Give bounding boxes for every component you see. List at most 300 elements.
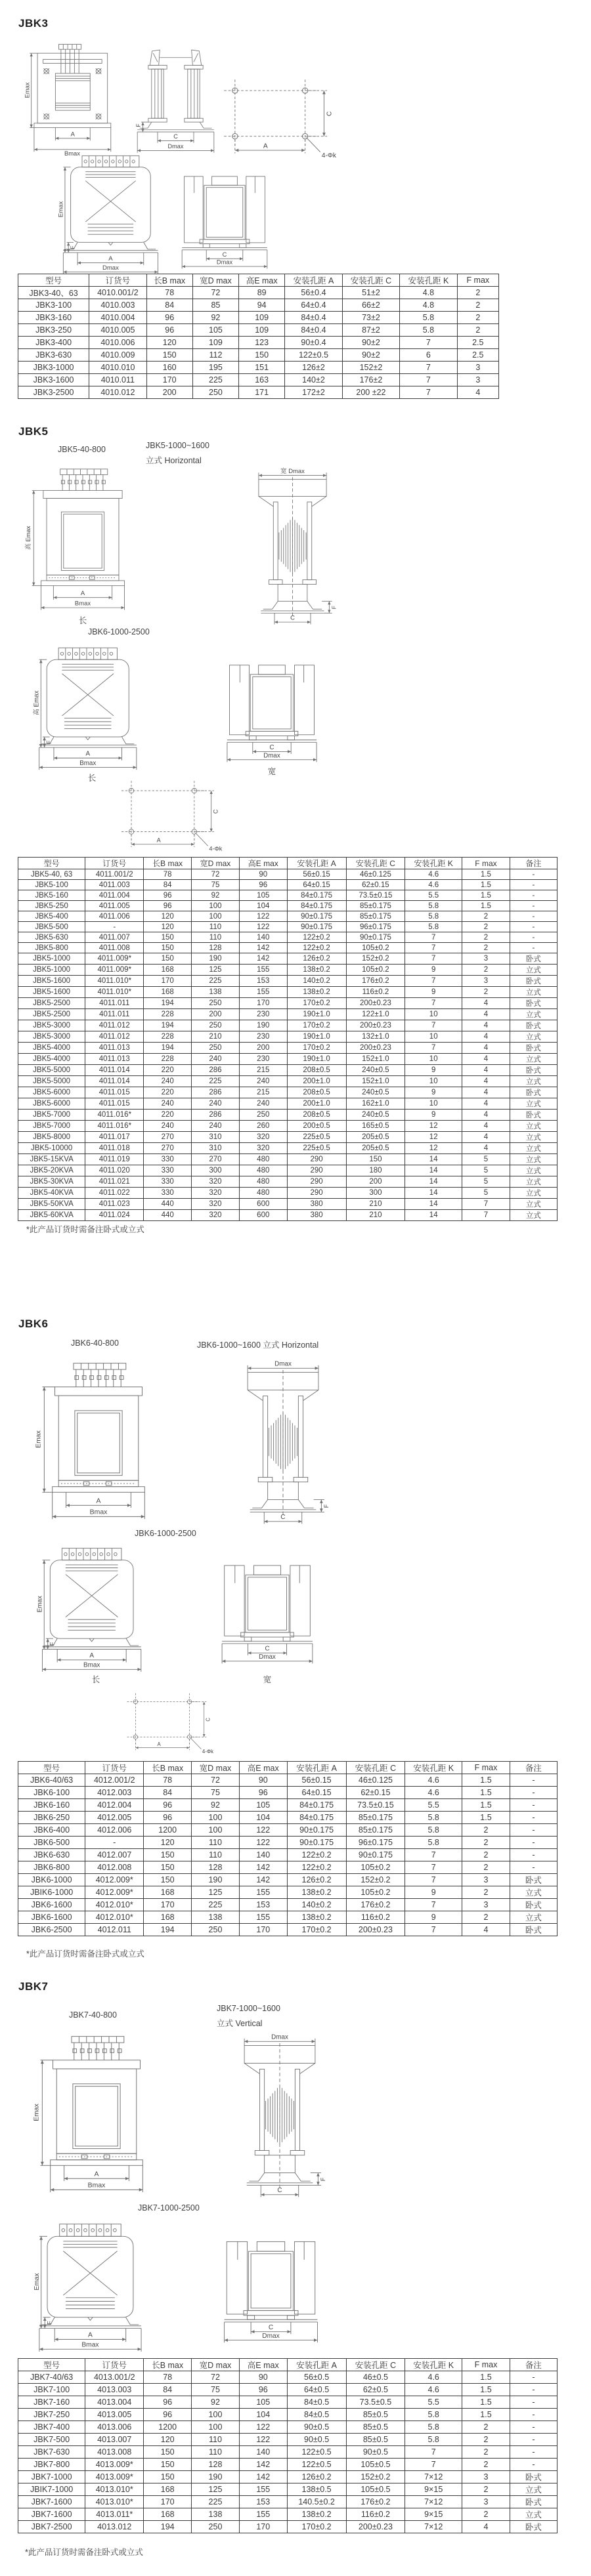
header-cell: 安装孔距 C	[342, 274, 399, 287]
table-cell: JBK5-1600	[18, 976, 85, 987]
table-cell: 480	[239, 1188, 287, 1199]
table-cell: 90±0.175	[287, 922, 346, 932]
table-cell: 4	[462, 1110, 510, 1121]
table-cell: -	[510, 1837, 557, 1849]
table-cell: 126±0.2	[287, 2471, 346, 2483]
table-row	[18, 965, 558, 976]
table-cell: 78	[146, 287, 192, 299]
table-cell: 4011.016*	[85, 1121, 144, 1132]
table-cell: 5.8	[405, 1824, 462, 1837]
table-cell: 78	[144, 2371, 192, 2384]
table-cell: 200	[346, 1176, 405, 1188]
table-cell: 480	[239, 1154, 287, 1165]
table-cell: 75	[192, 880, 240, 890]
dim-label-gao-emax: 高 Emax	[25, 526, 33, 550]
table-row	[18, 911, 558, 922]
table-cell: JBK5-15KVA	[18, 1154, 85, 1165]
table-cell: JBK7-1600	[18, 2508, 85, 2521]
table-cell: 170	[144, 2496, 192, 2508]
table-cell: 286	[192, 1065, 240, 1076]
table-cell: JBK7-2500	[18, 2521, 85, 2533]
table-cell: 4011.012	[85, 1031, 144, 1043]
table-cell: 330	[144, 1188, 192, 1199]
table-row	[18, 1031, 558, 1043]
table-cell: 56±0.4	[285, 287, 342, 299]
table-cell: 110	[192, 2446, 240, 2459]
table-cell: 卧式	[510, 2496, 557, 2508]
table-cell: 5.5	[405, 890, 462, 901]
table-cell: 210	[346, 1199, 405, 1210]
table-cell: 286	[192, 1087, 240, 1098]
table-cell: JBK5-30KVA	[18, 1176, 85, 1188]
table-row	[18, 1886, 558, 1899]
dim-label-c: C	[205, 1717, 211, 1722]
table-row	[18, 2459, 558, 2471]
jbk7-bobbin-figure	[227, 2031, 333, 2199]
table-cell: 230	[239, 1054, 287, 1065]
table-cell: 208±0.5	[287, 1110, 346, 1121]
table-cell: 4	[462, 1132, 510, 1143]
table-cell: 104	[239, 1812, 287, 1824]
header-cell: 安装孔距 K	[405, 858, 462, 869]
table-cell: 4011.019	[85, 1154, 144, 1165]
table-cell: 3	[462, 1899, 510, 1911]
dim-label-c: C	[290, 614, 295, 622]
table-cell: 194	[144, 1924, 192, 1936]
table-cell: 250	[192, 998, 240, 1009]
table-cell: 4	[462, 1054, 510, 1065]
header-cell: 安装孔距 A	[287, 2359, 346, 2371]
table-cell: JBK7-160	[18, 2396, 85, 2409]
table-cell: 12	[405, 1121, 462, 1132]
table-cell: 200±0.23	[346, 1020, 405, 1031]
table-cell: 7	[405, 1020, 462, 1031]
table-cell: 170	[144, 1899, 192, 1911]
dim-label-a: A	[89, 1652, 94, 1660]
table-cell: 4	[462, 1121, 510, 1132]
table-cell: 138±0.5	[287, 2483, 346, 2496]
table-cell: JBK5-5000	[18, 1076, 85, 1087]
table-row	[18, 2434, 558, 2446]
table-cell: JBK3-40、63	[18, 287, 89, 299]
table-cell: 72	[192, 2371, 240, 2384]
table-cell: 152±1.0	[346, 1076, 405, 1087]
table-cell: JBK3-400	[18, 337, 89, 349]
jbk3-mounting-holes-figure	[217, 72, 345, 161]
table-cell: 190	[192, 953, 240, 965]
table-cell: 92	[192, 1799, 240, 1812]
table-cell: 200±1.0	[287, 1098, 346, 1110]
table-cell: 立式	[510, 1076, 557, 1087]
table-cell: 320	[239, 1143, 287, 1154]
table-cell: 7	[405, 1924, 462, 1936]
table-cell: 152±0.2	[346, 953, 405, 965]
table-cell: -	[510, 2409, 557, 2421]
table-cell: 190	[239, 1020, 287, 1031]
table-cell: 2.5	[457, 349, 498, 362]
table-cell: 122	[239, 1837, 287, 1849]
table-cell: 3	[457, 362, 498, 374]
header-cell: 高E max	[239, 1762, 287, 1774]
table-cell: 225	[192, 374, 238, 386]
table-cell: 51±2	[342, 287, 399, 299]
table-cell: 160	[146, 362, 192, 374]
table-cell: JBK5-20KVA	[18, 1165, 85, 1176]
table-cell: 122	[239, 1824, 287, 1837]
table-cell: 4	[462, 1043, 510, 1054]
dim-label-bmax: Bmax	[81, 2341, 99, 2349]
table-cell: 96	[144, 2409, 192, 2421]
table-cell: 150	[146, 349, 192, 362]
table-cell: 90±0.5	[346, 2446, 405, 2459]
table-cell: JBK7-40/63	[18, 2371, 85, 2384]
table-cell: 168	[144, 965, 192, 976]
table-cell: 7	[400, 337, 457, 349]
table-cell: JBK5-5000	[18, 1065, 85, 1076]
table-row	[18, 2384, 558, 2396]
table-cell: 4	[462, 1076, 510, 1087]
dim-label-emax: Emax	[33, 2273, 41, 2291]
jbk5-bobbin-figure	[242, 466, 343, 627]
table-cell: 4013.004	[85, 2396, 144, 2409]
jbk3-side-view-figure	[135, 43, 217, 156]
table-row	[18, 2396, 558, 2409]
table-cell: 152±2	[342, 362, 399, 374]
table-cell: 5.8	[405, 2434, 462, 2446]
table-cell: 62±0.5	[346, 2384, 405, 2396]
section-title-jbk5: JBK5	[18, 425, 49, 438]
table-cell: 立式	[510, 1009, 557, 1020]
dim-label-c: C	[280, 1514, 286, 1522]
table-cell: 73.5±0.15	[346, 890, 405, 901]
table-cell: 4010.001/2	[89, 287, 146, 299]
table-cell: 270	[144, 1143, 192, 1154]
table-cell: JBK3-100	[18, 299, 89, 312]
table-cell: 84±0.175	[287, 1799, 346, 1812]
table-cell: 7×12	[405, 2471, 462, 2483]
table-row	[18, 1210, 558, 1221]
table-cell: 116±0.2	[346, 987, 405, 998]
table-cell: 4.8	[400, 287, 457, 299]
table-cell: 卧式	[510, 1110, 557, 1121]
table-cell: 190	[192, 1874, 240, 1886]
table-cell: 225±0.5	[287, 1132, 346, 1143]
header-cell: 高E max	[239, 858, 287, 869]
table-cell: JBK5-630	[18, 932, 85, 943]
table-row	[18, 2521, 558, 2533]
dim-label-c: C	[265, 1645, 270, 1653]
table-row	[18, 1188, 558, 1199]
table-row	[18, 1899, 558, 1911]
table-cell: 140	[239, 932, 287, 943]
table-cell: 7	[400, 362, 457, 374]
table-cell: JBK7-500	[18, 2434, 85, 2446]
table-cell: 96	[144, 2396, 192, 2409]
dim-label-c: C	[277, 2187, 282, 2195]
table-cell: 2	[457, 287, 498, 299]
table-cell: 330	[144, 1154, 192, 1165]
table-cell: 176±2	[342, 374, 399, 386]
table-cell: 7	[405, 953, 462, 965]
table-cell: 600	[239, 1210, 287, 1221]
table-cell: 4013.010*	[85, 2496, 144, 2508]
table-cell: JBK5-100	[18, 880, 85, 890]
table-cell: 380	[287, 1210, 346, 1221]
table-cell: 2.5	[457, 337, 498, 349]
table-row	[18, 1165, 558, 1176]
table-cell: -	[510, 890, 557, 901]
table-cell: 87±2	[342, 324, 399, 337]
header-cell: 订货号	[85, 2359, 144, 2371]
table-cell: 162±1.0	[346, 1098, 405, 1110]
table-cell: 153	[239, 2496, 287, 2508]
table-cell: 4011.011	[85, 1009, 144, 1020]
table-cell: 165±0.5	[346, 1121, 405, 1132]
table-cell: 4012.009*	[85, 1886, 144, 1899]
table-row	[18, 2508, 558, 2521]
table-cell: 4011.016*	[85, 1110, 144, 1121]
table-cell: 4010.005	[89, 324, 146, 337]
table-cell: 142	[239, 2459, 287, 2471]
table-cell: JBK6-1600	[18, 1899, 85, 1911]
dim-label-a: A	[157, 1741, 161, 1747]
table-cell: 225±0.5	[287, 1143, 346, 1154]
table-cell: JBK6-800	[18, 1861, 85, 1874]
table-cell: 4012.007	[85, 1849, 144, 1861]
table-cell: 170	[239, 998, 287, 1009]
table-cell: 240	[192, 1054, 240, 1065]
header-cell: 长B max	[146, 274, 192, 287]
table-cell: 5.8	[405, 1812, 462, 1824]
table-cell: -	[510, 922, 557, 932]
table-cell: 立式	[510, 1143, 557, 1154]
table-cell: 12	[405, 1132, 462, 1143]
table-cell: JBK3-2500	[18, 386, 89, 399]
table-cell: JBIK7-1000	[18, 2483, 85, 2496]
table-cell: 7	[400, 386, 457, 399]
table-cell: -	[510, 932, 557, 943]
table-cell: 110	[192, 1849, 240, 1861]
jbk5-tall-range-label-line2: 立式 Horizontal	[146, 456, 202, 465]
table-cell: 2	[462, 1837, 510, 1849]
jbk6-tall-range-label: JBK6-1000~1600 立式 Horizontal	[197, 1340, 319, 1350]
table-cell: 320	[239, 1132, 287, 1143]
dim-label-bmax: Bmax	[74, 600, 91, 608]
table-cell: 4011.008	[85, 943, 144, 953]
table-cell: 2	[462, 2421, 510, 2434]
jbk6-bobbin-figure	[230, 1358, 336, 1526]
table-row	[18, 1076, 558, 1087]
jbk5-tall-range-label-line1: JBK5-1000~1600	[146, 441, 209, 450]
table-cell: 89	[239, 287, 285, 299]
table-cell: 300	[346, 1188, 405, 1199]
table-cell: JBK6-400	[18, 1824, 85, 1837]
table-cell: 卧式	[510, 1043, 557, 1054]
table-cell: 96	[146, 324, 192, 337]
header-cell: 安装孔距 C	[346, 2359, 405, 2371]
table-cell: 96	[144, 901, 192, 911]
header-cell: 宽D max	[192, 1762, 240, 1774]
table-cell: 46±0.125	[346, 869, 405, 880]
table-cell: 105±0.5	[346, 2459, 405, 2471]
table-cell: 4011.001/2	[85, 869, 144, 880]
table-cell: 4013.009*	[85, 2459, 144, 2471]
header-cell: 安装孔距 A	[287, 1762, 346, 1774]
table-cell: 4	[462, 1143, 510, 1154]
table-cell: 卧式	[510, 1020, 557, 1031]
table-cell: 90±0.5	[287, 2434, 346, 2446]
table-cell: 85	[192, 299, 238, 312]
table-cell: 290	[287, 1188, 346, 1199]
table-cell: 200	[146, 386, 192, 399]
section-title-jbk6: JBK6	[18, 1318, 49, 1330]
table-row	[18, 890, 558, 901]
table-cell: 5.8	[405, 911, 462, 922]
table-cell: 6	[400, 349, 457, 362]
table-cell: 4013.007	[85, 2434, 144, 2446]
table-cell: 120	[144, 1837, 192, 1849]
jbk3-front-view-figure	[26, 42, 121, 157]
table-cell: 190±1.0	[287, 1031, 346, 1043]
header-cell: F max	[457, 274, 498, 287]
table-cell: 3	[457, 374, 498, 386]
table-cell: 10	[405, 1031, 462, 1043]
table-cell: 140	[239, 2446, 287, 2459]
table-row	[18, 1849, 558, 1861]
jbk5-spec-table	[18, 857, 558, 1221]
table-cell: 155	[239, 2508, 287, 2521]
table-cell: 卧式	[510, 953, 557, 965]
table-cell: 190±1.0	[287, 1054, 346, 1065]
table-cell: 100	[192, 2409, 240, 2421]
table-cell: 62±0.15	[346, 880, 405, 890]
table-cell: 立式	[510, 1199, 557, 1210]
table-cell: 310	[192, 1143, 240, 1154]
table-cell: 7	[462, 1210, 510, 1221]
table-cell: 200	[239, 1043, 287, 1054]
table-row	[18, 349, 499, 362]
table-cell: 72	[192, 1774, 240, 1787]
table-cell: 14	[405, 1199, 462, 1210]
table-row	[18, 362, 499, 374]
table-cell: 228	[144, 1009, 192, 1020]
table-cell: 85±0.175	[346, 1824, 405, 1837]
dim-label-a: A	[108, 255, 113, 263]
table-row	[18, 1824, 558, 1837]
table-cell: 4.6	[405, 2384, 462, 2396]
table-cell: 84	[146, 299, 192, 312]
table-cell: 9×15	[405, 2508, 462, 2521]
dim-label-dmax: Dmax	[263, 752, 280, 760]
table-cell: 96	[146, 312, 192, 324]
table-cell: 7	[405, 998, 462, 1009]
table-cell: 110	[192, 1837, 240, 1849]
table-cell: 4	[457, 386, 498, 399]
table-cell: 7	[405, 1899, 462, 1911]
table-cell: 56±0.5	[287, 2371, 346, 2384]
jbk3-spec-table	[18, 274, 499, 399]
table-cell: 4	[462, 1065, 510, 1076]
table-cell: 立式	[510, 2483, 557, 2496]
table-cell: 200±0.23	[346, 1924, 405, 1936]
table-cell: 225	[192, 2496, 240, 2508]
table-row	[18, 374, 499, 386]
table-cell: 122±1.0	[346, 1009, 405, 1020]
header-cell: 长B max	[144, 858, 192, 869]
table-cell: 3	[462, 1874, 510, 1886]
table-cell: 105	[192, 324, 238, 337]
table-cell: 62±0.15	[346, 1787, 405, 1799]
table-cell: 2	[457, 299, 498, 312]
table-cell: 1.5	[462, 1812, 510, 1824]
dim-label-f: F	[323, 1504, 330, 1508]
table-cell: 190	[192, 2471, 240, 2483]
table-cell: 7	[405, 2446, 462, 2459]
table-row	[18, 1020, 558, 1031]
table-cell: 4011.004	[85, 890, 144, 901]
table-cell: 66±2	[342, 299, 399, 312]
table-cell: 4.6	[405, 880, 462, 890]
table-cell: 72	[192, 869, 240, 880]
table-cell: 142	[239, 1874, 287, 1886]
dim-label-c: C	[326, 111, 334, 117]
table-cell: 92	[192, 312, 238, 324]
table-cell: 2	[462, 2446, 510, 2459]
table-cell: 2	[462, 1861, 510, 1874]
table-cell: 立式	[510, 1132, 557, 1143]
table-cell: 320	[192, 1176, 240, 1188]
table-cell: 228	[144, 1054, 192, 1065]
table-cell: 1.5	[462, 901, 510, 911]
table-cell: 4	[462, 1924, 510, 1936]
table-row	[18, 880, 558, 890]
jbk6-chang-label: 长	[91, 1675, 100, 1684]
header-cell: 订货号	[89, 274, 146, 287]
table-cell: 4011.022	[85, 1188, 144, 1199]
table-cell: 5.8	[400, 324, 457, 337]
table-cell: 215	[239, 1065, 287, 1076]
table-cell: 7	[462, 1199, 510, 1210]
table-cell: JBK5-160	[18, 890, 85, 901]
jbk5-footnote: *此产品订货时需备注卧式或立式	[26, 1225, 144, 1234]
table-cell: 240	[239, 1076, 287, 1087]
table-cell: 4	[462, 2521, 510, 2533]
table-cell: 240	[192, 1098, 240, 1110]
table-cell: 73±2	[342, 312, 399, 324]
dim-label-a: A	[156, 837, 161, 844]
jbk5-large-range-label: JBK6-1000-2500	[88, 627, 150, 636]
table-cell: 5.5	[405, 1799, 462, 1812]
table-cell: 125	[192, 1886, 240, 1899]
header-cell: 型号	[18, 2359, 85, 2371]
dim-label-f: F	[49, 1642, 56, 1646]
table-cell: 4	[462, 998, 510, 1009]
dim-label-a: A	[80, 590, 85, 598]
table-cell: 4012.006	[85, 1824, 144, 1837]
table-cell: 4011.015	[85, 1098, 144, 1110]
table-cell: 208±0.5	[287, 1065, 346, 1076]
table-cell: -	[85, 1837, 144, 1849]
table-cell: 290	[287, 1165, 346, 1176]
table-cell: 5.8	[405, 901, 462, 911]
table-cell: 320	[192, 1199, 240, 1210]
table-row	[18, 1054, 558, 1065]
table-cell: 128	[192, 943, 240, 953]
table-cell: 200	[192, 1009, 240, 1020]
table-cell: 105±0.2	[346, 1886, 405, 1899]
dim-label-gao-emax: 高 Emax	[33, 690, 41, 716]
table-cell: 4011.009*	[85, 965, 144, 976]
